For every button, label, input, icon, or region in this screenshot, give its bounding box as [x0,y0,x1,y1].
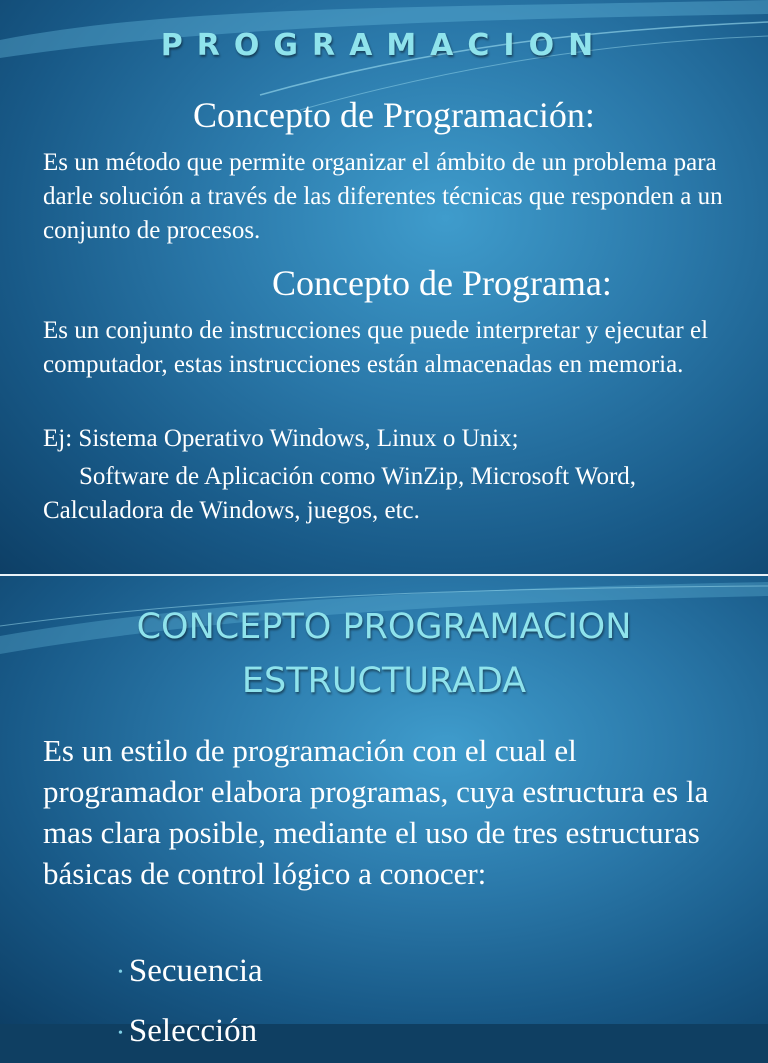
heading-concepto-programacion: Concepto de Programación: [193,95,595,135]
paragraph-concepto-programacion: Es un método que permite organizar el ámbito de un problema para darle solución a través de las diferentes técnicas que responden a un conjunto de procesos. [43,149,723,244]
list-item [118,942,263,1002]
example-line-1: Ej: Sistema Operativo Windows, Linux o Unix; [43,425,519,452]
slide-2-title [0,600,768,708]
slide-2-title-line-2: ESTRUCTURADA [241,661,527,701]
bullet-icon: • [118,965,123,981]
paragraph-programacion-estructurada: Es un estilo de programación con el cual el programador elabora programas, cuya estructura es la mas clara posible, mediante el uso de tres estructuras básicas de control lógico a conocer: [43,733,709,891]
paragraph-concepto-programa: Es un conjunto de instrucciones que puede interpretar y ejecutar el computador, estas instrucciones están almacenadas en memoria. [43,317,709,378]
bullet-list [118,942,263,1063]
bullet-label: Secuencia [128,953,263,989]
bullet-label: Selección [128,1013,258,1050]
slide-1-title: PROGRAMACION [160,28,608,63]
list-item [118,1002,263,1062]
example-line-2: Software de Aplicación como WinZip, Microsoft Word, Calculadora de Windows, juegos, etc. [43,463,637,524]
heading-concepto-programa: Concepto de Programa: [272,263,612,303]
slide-2-title-line-1: CONCEPTO PROGRAMACION [136,607,632,647]
bullet-icon: • [118,1025,123,1041]
